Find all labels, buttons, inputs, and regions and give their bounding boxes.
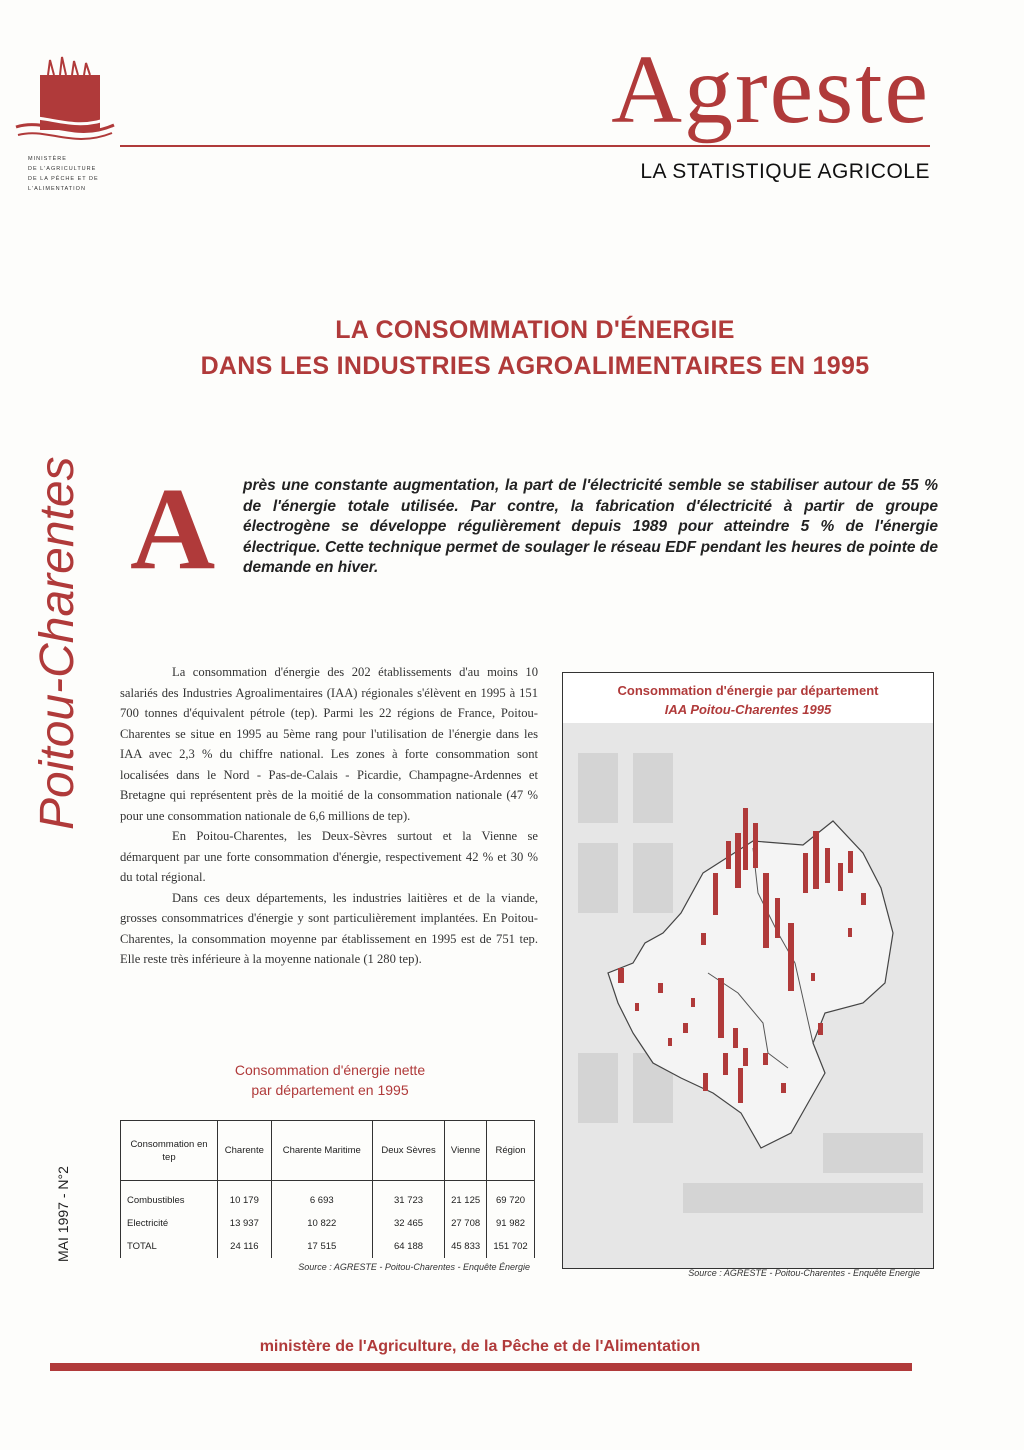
map-bar <box>861 893 866 905</box>
table-cell: 24 116 <box>218 1235 272 1258</box>
drop-cap: A <box>130 463 216 594</box>
energy-table <box>120 1120 535 1258</box>
table-cell: 13 937 <box>218 1213 272 1236</box>
table-cell: Combustibles <box>121 1181 218 1213</box>
table-cell: 32 465 <box>372 1213 444 1236</box>
map-bar <box>683 1023 688 1033</box>
table-cell: 64 188 <box>372 1235 444 1258</box>
map-bar <box>803 853 808 893</box>
body-text <box>120 662 538 970</box>
table-header-cell: Charente Maritime <box>271 1121 372 1181</box>
table-row <box>121 1181 535 1213</box>
map-bar <box>658 983 663 993</box>
table-title <box>170 1060 490 1100</box>
map-bar <box>763 1053 768 1065</box>
table-title-line: par département en 1995 <box>251 1082 409 1098</box>
map-bar <box>691 998 695 1007</box>
table-cell: 31 723 <box>372 1181 444 1213</box>
map-bar <box>743 808 748 870</box>
map-title <box>563 681 933 719</box>
table-cell: Electricité <box>121 1213 218 1236</box>
table-cell: 17 515 <box>271 1235 372 1258</box>
map-bar <box>753 823 758 868</box>
map-illustration <box>563 723 933 1268</box>
ministry-line: MINISTÈRE <box>28 156 67 162</box>
region-label: Poitou-Charentes <box>31 456 84 830</box>
map-bar <box>635 1003 639 1011</box>
table-header-cell: Vienne <box>445 1121 487 1181</box>
table-header-cell: Région <box>487 1121 535 1181</box>
table-header-cell: Deux Sèvres <box>372 1121 444 1181</box>
ministry-line: DE LA PÊCHE ET DE <box>28 176 99 182</box>
map-bar <box>713 873 718 915</box>
brand-subtitle: LA STATISTIQUE AGRICOLE <box>640 160 930 183</box>
map-bar <box>818 1023 823 1035</box>
ministry-name <box>28 154 118 194</box>
body-paragraph: La consommation d'énergie des 202 établissements d'au moins 10 salariés des Industries Agroalimentaires (IAA) régionales s'élèvent en 1995 à 151 700 tonnes d'équivalent pétrole (tep). Parmi les 22 régions de France, Poitou-Charentes se situe en 1995 au 5ème rang pour l'utilisation de l'énergie dans les IAA avec 2,3 % du chiffre national. Les zones à forte consommation sont localisées dans le Nord - Pas-de-Calais - Picardie, Champagne-Ardennes et Bretagne qui représentent près de la moitié de la consommation nationale (47 % pour une consommation nationale de 6,6 millions de tep). <box>120 665 538 823</box>
map-bar <box>813 831 819 889</box>
table-cell: 91 982 <box>487 1213 535 1236</box>
title-line: LA CONSOMMATION D'ÉNERGIE <box>335 316 735 344</box>
map-bar <box>848 928 852 937</box>
table-header-row <box>121 1121 535 1181</box>
body-paragraph: Dans ces deux départements, les industries laitières et de la viande, grosses consommatrices d'énergie y sont particulièrement implantées. En Poitou-Charentes, la consommation moyenne par établissement en 1995 est de 751 tep. Elle reste très inférieure à la moyenne nationale (1 280 tep). <box>120 890 538 966</box>
map-bar <box>848 851 853 873</box>
table-cell: 21 125 <box>445 1181 487 1213</box>
map-bar <box>763 873 769 948</box>
map-bar <box>775 898 780 938</box>
map-bar <box>788 923 794 991</box>
map-figure <box>562 672 934 1269</box>
body-paragraph: En Poitou-Charentes, les Deux-Sèvres surtout et la Vienne se démarquent par une forte consommation d'énergie, respectivement 42 % et 30 % du total régional. <box>120 829 538 884</box>
map-bar <box>618 968 624 983</box>
table-cell: 10 179 <box>218 1181 272 1213</box>
brand-title: Agreste <box>611 36 930 144</box>
map-bar <box>723 1053 728 1075</box>
title-line: DANS LES INDUSTRIES AGROALIMENTAIRES EN 1995 <box>200 352 870 380</box>
table-title-line: Consommation d'énergie nette <box>234 1062 426 1078</box>
map-title-line: Consommation d'énergie par département <box>617 683 879 698</box>
footer-rule <box>50 1363 912 1371</box>
masthead-rule <box>120 145 930 147</box>
map-bar <box>735 833 741 888</box>
table-cell: 45 833 <box>445 1235 487 1258</box>
map-bar <box>838 863 843 891</box>
map-bar <box>738 1068 743 1103</box>
article-title <box>150 312 920 384</box>
map-bar <box>743 1048 748 1066</box>
table-header-cell: Charente <box>218 1121 272 1181</box>
map-bar <box>825 848 830 883</box>
map-bar <box>703 1073 708 1091</box>
map-bar <box>726 841 731 869</box>
ministry-line: L'ALIMENTATION <box>28 186 86 192</box>
table-source: Source : AGRESTE - Poitou-Charentes - Enquête Énergie <box>298 1262 530 1272</box>
table-header-cell: Consommation en tep <box>121 1121 218 1181</box>
footer-ministry: ministère de l'Agriculture, de la Pêche et de l'Alimentation <box>259 1338 701 1355</box>
table-cell: 10 822 <box>271 1213 372 1236</box>
map-bar <box>668 1038 672 1046</box>
map-bar <box>718 978 724 1038</box>
table-cell: TOTAL <box>121 1235 218 1258</box>
ministry-line: DE L'AGRICULTURE <box>28 166 97 172</box>
table-row <box>121 1235 535 1258</box>
map-bar <box>701 933 706 945</box>
map-bar <box>811 973 815 981</box>
map-bar <box>781 1083 786 1093</box>
table-cell: 27 708 <box>445 1213 487 1236</box>
map-source: Source : AGRESTE - Poitou-Charentes - Enquête Énergie <box>688 1268 920 1278</box>
table-cell: 6 693 <box>271 1181 372 1213</box>
issue-label: MAI 1997 - N°2 <box>55 1166 71 1262</box>
table-cell: 151 702 <box>487 1235 535 1258</box>
table-row <box>121 1213 535 1236</box>
table-cell: 69 720 <box>487 1181 535 1213</box>
lead-paragraph: près une constante augmentation, la part de l'électricité semble se stabiliser autour de 55 % de l'énergie totale utilisée. Par contre, la fabrication d'électricité à partir de groupe électrogène se développe régulièrement depuis 1989 pour atteindre 5 % de l'énergie électrique. Cette technique permet de soulager le réseau EDF pendant les heures de pointe de demande en hiver. <box>243 477 938 576</box>
map-subtitle: IAA Poitou-Charentes 1995 <box>664 702 832 717</box>
map-bar <box>733 1028 738 1048</box>
